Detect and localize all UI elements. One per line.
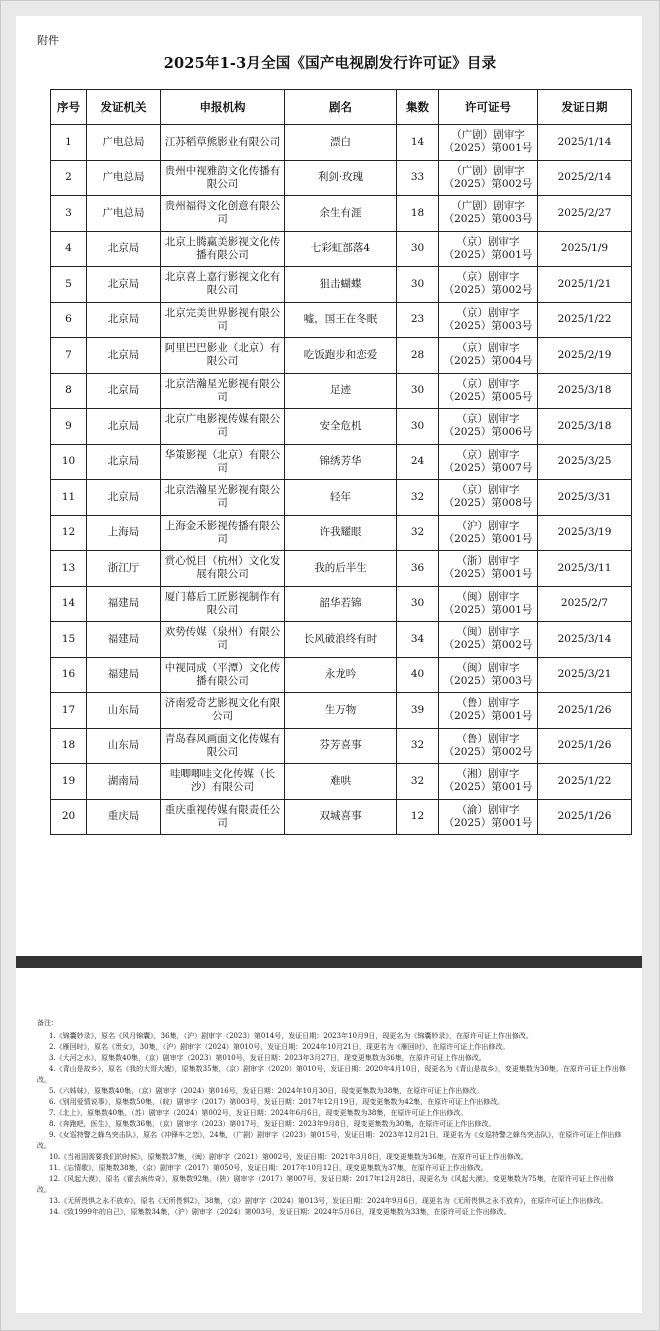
serial-cell: 14	[51, 586, 87, 622]
issue-date-cell: 2025/1/9	[538, 231, 632, 267]
table-row	[51, 444, 632, 480]
episodes-cell: 30	[397, 231, 439, 267]
drama-title-cell: 生万物	[285, 693, 397, 729]
applicant-cell: 北京完美世界影视有限公司	[161, 302, 285, 338]
applicant-cell: 赏心悦目（杭州）文化发展有限公司	[161, 551, 285, 587]
note-item: 1.《锦囊妙录》，原名《风月锦囊》，36集，（沪）剧审字（2023）第014号，发证日期：2023年10月9日，现更名为《锦囊妙录》，在原许可证上作出修改。	[49, 1032, 533, 1040]
episodes-cell: 30	[397, 267, 439, 303]
license-number-cell: （鲁）剧审字（2025）第001号	[439, 693, 538, 729]
drama-title-cell: 我的后半生	[285, 551, 397, 587]
episodes-cell: 30	[397, 409, 439, 445]
serial-cell: 7	[51, 338, 87, 374]
drama-title-cell: 长风破浪终有时	[285, 622, 397, 658]
drama-title-cell: 芬芳喜事	[285, 728, 397, 764]
applicant-cell: 重庆重视传媒有限责任公司	[161, 799, 285, 835]
issuer-cell: 福建局	[87, 622, 161, 658]
serial-cell: 5	[51, 267, 87, 303]
issue-date-cell: 2025/2/7	[538, 586, 632, 622]
license-number-cell: （广剧）剧审字（2025）第002号	[439, 160, 538, 196]
issuer-cell: 北京局	[87, 267, 161, 303]
issue-date-cell: 2025/1/26	[538, 693, 632, 729]
note-item: 8.《奔跑吧，医生》，原集数36集，（京）剧审字（2023）第017号，发证日期：2023年9月8日，现变更集数为30集，在原许可证上作出修改。	[49, 1120, 496, 1128]
issuer-cell: 北京局	[87, 338, 161, 374]
drama-title-cell: 难哄	[285, 764, 397, 800]
table-row	[51, 551, 632, 587]
table-row	[51, 657, 632, 693]
issuer-cell: 湖南局	[87, 764, 161, 800]
episodes-cell: 12	[397, 799, 439, 835]
episodes-cell: 39	[397, 693, 439, 729]
issue-date-cell: 2025/2/19	[538, 338, 632, 374]
issue-date-cell: 2025/1/26	[538, 799, 632, 835]
applicant-cell: 中视同成（平潭）文化传播有限公司	[161, 657, 285, 693]
note-item: 2.《雁回时》，原名《贵女》，30集，（沪）剧审字（2024）第010号，发证日期：2024年10月21日，现更名为《雁回时》，在原许可证上作出修改。	[49, 1043, 510, 1051]
table-row	[51, 125, 632, 161]
note-item: 4.《青山是故乡》，原名《我的大哥大嫂》，原集数35集，（京）剧审字（2020）第010号，发证日期：2020年4月10日，现更名为《青山是故乡》，变更集数为30集，在原许可证上作出修改。	[37, 1065, 626, 1084]
applicant-cell: 贵州福得文化创意有限公司	[161, 196, 285, 232]
issue-date-cell: 2025/1/22	[538, 764, 632, 800]
issue-date-cell: 2025/1/21	[538, 267, 632, 303]
episodes-cell: 34	[397, 622, 439, 658]
drama-title-cell: 足迹	[285, 373, 397, 409]
issuer-cell: 北京局	[87, 409, 161, 445]
issuer-cell: 北京局	[87, 373, 161, 409]
table-row	[51, 409, 632, 445]
license-number-cell: （京）剧审字（2025）第003号	[439, 302, 538, 338]
note-item: 9.《女巡特警之蜂鸟突击队》，原名《冲锋车之恋》，24集，（广剧）剧审字（2023）第015号，发证日期：2023年12月21日，现更名为《女巡特警之蜂鸟突击队》，在原许可证上作出修改。	[37, 1131, 622, 1150]
issue-date-cell: 2025/2/14	[538, 160, 632, 196]
drama-title-cell: 锦绣芳华	[285, 444, 397, 480]
episodes-cell: 32	[397, 515, 439, 551]
license-number-cell: （闽）剧审字（2025）第002号	[439, 622, 538, 658]
applicant-cell: 华策影视（北京）有限公司	[161, 444, 285, 480]
serial-cell: 1	[51, 125, 87, 161]
license-number-cell: （京）剧审字（2025）第006号	[439, 409, 538, 445]
applicant-cell: 欢势传媒（泉州）有限公司	[161, 622, 285, 658]
license-number-cell: （广剧）剧审字（2025）第001号	[439, 125, 538, 161]
serial-cell: 9	[51, 409, 87, 445]
issuer-cell: 广电总局	[87, 160, 161, 196]
table-row	[51, 480, 632, 516]
episodes-cell: 36	[397, 551, 439, 587]
episodes-cell: 18	[397, 196, 439, 232]
episodes-cell: 28	[397, 338, 439, 374]
serial-cell: 3	[51, 196, 87, 232]
license-number-cell: （京）剧审字（2025）第005号	[439, 373, 538, 409]
drama-title-cell: 利剑·玫瑰	[285, 160, 397, 196]
applicant-cell: 北京喜上嘉行影视文化有限公司	[161, 267, 285, 303]
table-row	[51, 302, 632, 338]
license-number-cell: （广剧）剧审字（2025）第003号	[439, 196, 538, 232]
issuer-cell: 北京局	[87, 480, 161, 516]
issue-date-cell: 2025/2/27	[538, 196, 632, 232]
issue-date-cell: 2025/3/18	[538, 409, 632, 445]
issue-date-cell: 2025/3/31	[538, 480, 632, 516]
issuer-cell: 山东局	[87, 728, 161, 764]
issuer-cell: 福建局	[87, 657, 161, 693]
drama-title-cell: 余生有涯	[285, 196, 397, 232]
episodes-cell: 32	[397, 764, 439, 800]
drama-title-cell: 七彩虹部落4	[285, 231, 397, 267]
episodes-cell: 24	[397, 444, 439, 480]
episodes-cell: 40	[397, 657, 439, 693]
episodes-cell: 14	[397, 125, 439, 161]
license-number-cell: （京）剧审字（2025）第004号	[439, 338, 538, 374]
drama-title-cell: 安全危机	[285, 409, 397, 445]
issue-date-cell: 2025/1/22	[538, 302, 632, 338]
note-item: 5.《六姊妹》，原集数40集，（京）剧审字（2024）第016号，发证日期：2024年10月30日，现变更集数为38集，在原许可证上作出修改。	[49, 1087, 484, 1095]
issue-date-cell: 2025/3/18	[538, 373, 632, 409]
serial-cell: 2	[51, 160, 87, 196]
issuer-cell: 上海局	[87, 515, 161, 551]
episodes-cell: 30	[397, 373, 439, 409]
serial-cell: 12	[51, 515, 87, 551]
issuer-cell: 山东局	[87, 693, 161, 729]
applicant-cell: 北京浩瀚星光影视有限公司	[161, 480, 285, 516]
license-number-cell: （京）剧审字（2025）第008号	[439, 480, 538, 516]
table-row	[51, 373, 632, 409]
serial-cell: 17	[51, 693, 87, 729]
serial-cell: 13	[51, 551, 87, 587]
table-row	[51, 267, 632, 303]
column-header: 集数	[397, 90, 439, 125]
table-row	[51, 622, 632, 658]
serial-cell: 16	[51, 657, 87, 693]
issue-date-cell: 2025/3/21	[538, 657, 632, 693]
attachment-label: 附件	[37, 34, 59, 47]
applicant-cell: 阿里巴巴影业（北京）有限公司	[161, 338, 285, 374]
column-header: 发证机关	[87, 90, 161, 125]
table-row	[51, 515, 632, 551]
episodes-cell: 32	[397, 480, 439, 516]
drama-title-cell: 轻年	[285, 480, 397, 516]
drama-title-cell: 吃饭跑步和恋爱	[285, 338, 397, 374]
note-item: 11.《忘情歌》，原集数38集，（京）剧审字（2017）第050号，发证日期：2017年10月12日，现变更集数为37集，在原许可证上作出修改。	[49, 1164, 488, 1172]
applicant-cell: 厦门幕后工匠影视制作有限公司	[161, 586, 285, 622]
notes-section	[37, 1018, 627, 1218]
issuer-cell: 北京局	[87, 444, 161, 480]
drama-title-cell: 狙击蝴蝶	[285, 267, 397, 303]
notes-label: 备注：	[37, 1019, 58, 1027]
applicant-cell: 北京浩瀚星光影视有限公司	[161, 373, 285, 409]
issuer-cell: 北京局	[87, 302, 161, 338]
serial-cell: 10	[51, 444, 87, 480]
license-number-cell: （闽）剧审字（2025）第003号	[439, 657, 538, 693]
license-number-cell: （浙）剧审字（2025）第001号	[439, 551, 538, 587]
drama-title-cell: 许我耀眼	[285, 515, 397, 551]
table-row	[51, 799, 632, 835]
applicant-cell: 江苏稻草熊影业有限公司	[161, 125, 285, 161]
table-header	[51, 90, 632, 125]
table-row	[51, 231, 632, 267]
note-item: 3.《大河之水》，原集数40集，（京）剧审字（2023）第010号，发证日期：2023年3月27日，现变更集数为36集，在原许可证上作出修改。	[49, 1054, 486, 1062]
applicant-cell: 贵州中视雅韵文化传播有限公司	[161, 160, 285, 196]
page-separator	[16, 956, 642, 968]
table-body	[51, 125, 632, 835]
note-item: 14.《致1999年的自己》，原集数34集，（沪）剧审字（2024）第003号，发证日期：2024年5月6日，现变更集数为33集，在原许可证上作出修改。	[49, 1208, 511, 1216]
license-number-cell: （沪）剧审字（2025）第001号	[439, 515, 538, 551]
license-number-cell: （闽）剧审字（2025）第001号	[439, 586, 538, 622]
drama-title-cell: 嘘，国王在冬眠	[285, 302, 397, 338]
episodes-cell: 32	[397, 728, 439, 764]
issue-date-cell: 2025/3/14	[538, 622, 632, 658]
table-row	[51, 693, 632, 729]
episodes-cell: 33	[397, 160, 439, 196]
column-header: 剧名	[285, 90, 397, 125]
table-row	[51, 764, 632, 800]
applicant-cell: 济南爱奇艺影视文化有限公司	[161, 693, 285, 729]
episodes-cell: 30	[397, 586, 439, 622]
note-item: 10.《当祖国需要我们的时候》，原集数37集，（闽）剧审字（2021）第002号，发证日期：2021年3月8日，现变更集数为36集，在原许可证上作出修改。	[49, 1153, 528, 1161]
license-number-cell: （京）剧审字（2025）第002号	[439, 267, 538, 303]
serial-cell: 11	[51, 480, 87, 516]
issuer-cell: 重庆局	[87, 799, 161, 835]
column-header: 发证日期	[538, 90, 632, 125]
issuer-cell: 广电总局	[87, 125, 161, 161]
applicant-cell: 上海金禾影视传播有限公司	[161, 515, 285, 551]
serial-cell: 19	[51, 764, 87, 800]
license-number-cell: （京）剧审字（2025）第007号	[439, 444, 538, 480]
table-row	[51, 160, 632, 196]
column-header: 许可证号	[439, 90, 538, 125]
serial-cell: 18	[51, 728, 87, 764]
episodes-cell: 23	[397, 302, 439, 338]
issue-date-cell: 2025/1/14	[538, 125, 632, 161]
applicant-cell: 北京上腾赢美影视文化传播有限公司	[161, 231, 285, 267]
table-row	[51, 338, 632, 374]
serial-cell: 15	[51, 622, 87, 658]
license-number-cell: （湘）剧审字（2025）第001号	[439, 764, 538, 800]
serial-cell: 8	[51, 373, 87, 409]
applicant-cell: 青岛春风画面文化传媒有限公司	[161, 728, 285, 764]
note-item: 7.《北上》，原集数40集，（苏）剧审字（2024）第002号，发证日期：2024年6月6日，现变更集数为38集，在原许可证上作出修改。	[49, 1109, 468, 1117]
issue-date-cell: 2025/1/26	[538, 728, 632, 764]
document-title: 2025年1-3月全国《国产电视剧发行许可证》目录	[163, 55, 497, 72]
table-row	[51, 728, 632, 764]
serial-cell: 4	[51, 231, 87, 267]
license-number-cell: （渝）剧审字（2025）第001号	[439, 799, 538, 835]
applicant-cell: 北京广电影视传媒有限公司	[161, 409, 285, 445]
serial-cell: 6	[51, 302, 87, 338]
note-item: 6.《别用爱情说事》，原集数50集，（皖）剧审字（2017）第003号，发证日期：2017年12月19日，现变更集数为42集，在原许可证上作出修改。	[49, 1098, 505, 1106]
drama-title-cell: 永龙吟	[285, 657, 397, 693]
drama-title-cell: 韶华若锦	[285, 586, 397, 622]
column-header: 序号	[51, 90, 87, 125]
issue-date-cell: 2025/3/25	[538, 444, 632, 480]
table-row	[51, 586, 632, 622]
notes-list	[37, 1031, 627, 1218]
license-number-cell: （鲁）剧审字（2025）第002号	[439, 728, 538, 764]
note-item: 13.《无所畏惧之永不放弃》，原名《无所畏惧2》，38集，（京）剧审字（2024）第013号，发证日期：2024年9月6日，现更名为《无所畏惧之永不放弃》，在原许可证上作出修改。	[49, 1197, 608, 1205]
header-row	[51, 90, 632, 125]
issuer-cell: 福建局	[87, 586, 161, 622]
note-item: 12.《风起大漠》，原名《霍去病传奇》，原集数92集，（陕）剧审字（2017）第007号，发证日期：2017年12月28日，现更名为《风起大漠》，变更集数为75集，在原许可证上作出修改。	[37, 1175, 614, 1194]
issue-date-cell: 2025/3/11	[538, 551, 632, 587]
table-row	[51, 196, 632, 232]
serial-cell: 20	[51, 799, 87, 835]
issuer-cell: 北京局	[87, 231, 161, 267]
applicant-cell: 哇唧唧哇文化传媒（长沙）有限公司	[161, 764, 285, 800]
issue-date-cell: 2025/3/19	[538, 515, 632, 551]
issuer-cell: 广电总局	[87, 196, 161, 232]
issuer-cell: 浙江厅	[87, 551, 161, 587]
license-table	[50, 89, 632, 835]
drama-title-cell: 双城喜事	[285, 799, 397, 835]
column-header: 申报机构	[161, 90, 285, 125]
drama-title-cell: 漂白	[285, 125, 397, 161]
license-number-cell: （京）剧审字（2025）第001号	[439, 231, 538, 267]
